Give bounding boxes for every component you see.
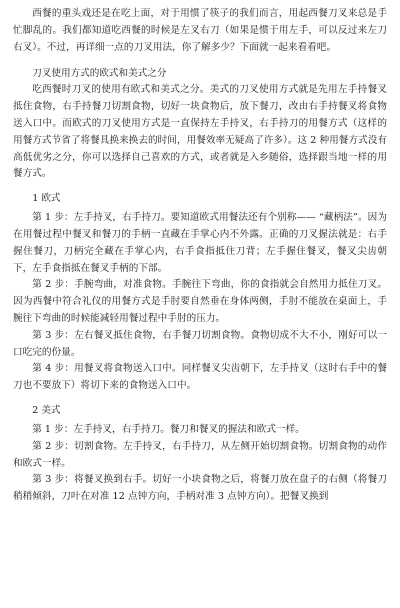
section-heading: 刀叉使用方式的欧式和美式之分 [32,68,167,80]
step-paragraph: 第 4 步：用餐叉将食物送入口中。同样餐叉尖齿朝下，左手持叉（这时右手中的餐刀也不要放下）将切下来的食物送入口中。 [13,363,387,392]
step-paragraph: 第 3 步：左右餐叉抵住食物，右手餐刀切割食物。食物切成不大不小，刚好可以一口吃完的份量。 [13,329,387,358]
step-paragraph: 第 1 步：左手持叉，右手持刀。要知道欧式用餐法还有个别称—— “藏柄法”。因为在用餐过程中餐叉和餐刀的手柄一直藏在手掌心内不外露。正确的刀叉握法就是：右手握住餐刀，刀柄完全藏在手掌心内，右手食指抵住刀背；左手握住餐叉，餐叉尖齿朝下，左手食指抵在餐叉手柄的下部。 [13,212,387,274]
step-paragraph: 第 1 步：左手持叉，右手持刀。餐刀和餐叉的握法和欧式一样。 [32,423,305,435]
step-paragraph: 第 3 步：将餐叉换到右手。切好一小块食物之后，将餐刀放在盘子的右侧（将餐刀稍稍倾斜，刀叶在对准 12 点钟方向，手柄对准 3 点钟方向）。把餐叉换到 [13,474,387,503]
subsection-title-european: 1 欧式 [32,193,61,205]
intro-paragraph: 西餐的重头戏还是在吃上面，对于用惯了筷子的我们而言，用起西餐刀叉来总是手忙脚乱的。我们都知道吃西餐的时候是左叉右刀（如果是惯于用左手，可以反过来左刀右叉）。不过，再详细一点的刀叉用法，你了解多少？下面就一起来看看吧。 [13,8,387,53]
spacer [13,56,387,62]
step-paragraph: 第 2 步：切割食物。左手持叉，右手持刀，从左侧开始切割食物。切割食物的动作和欧式一样。 [13,440,387,469]
overview-paragraph: 吃西餐时刀叉的使用有欧式和美式之分。美式的刀叉使用方式就是先用左手持餐叉抵住食物，右手持餐刀切割食物，切好一块食物后，放下餐刀，改由右手持餐叉将食物送入口中。而欧式的刀叉使用方式是一直保持左手持叉，右手持刀的用餐方式（这样的用餐方式节省了将餐具换来换去的时间，用餐效率无疑高了许多）。这 2 种用餐方式没有高低优劣之分，你可以选择自己喜欢的方式，或者就是入乡随俗，选择跟当地一样的用餐方式。 [13,84,388,180]
subsection-title-american: 2 美式 [32,404,61,416]
step-paragraph: 第 2 步：手腕弯曲，对准食物。手腕往下弯曲，你的食指就会自然用力抵住刀叉。因为西餐中符合礼仪的用餐方式是手肘要自然垂在身体两侧，手肘不能放在桌面上，手腕往下弯曲的时候能减轻用餐过程中手肘的压力。 [13,279,387,324]
